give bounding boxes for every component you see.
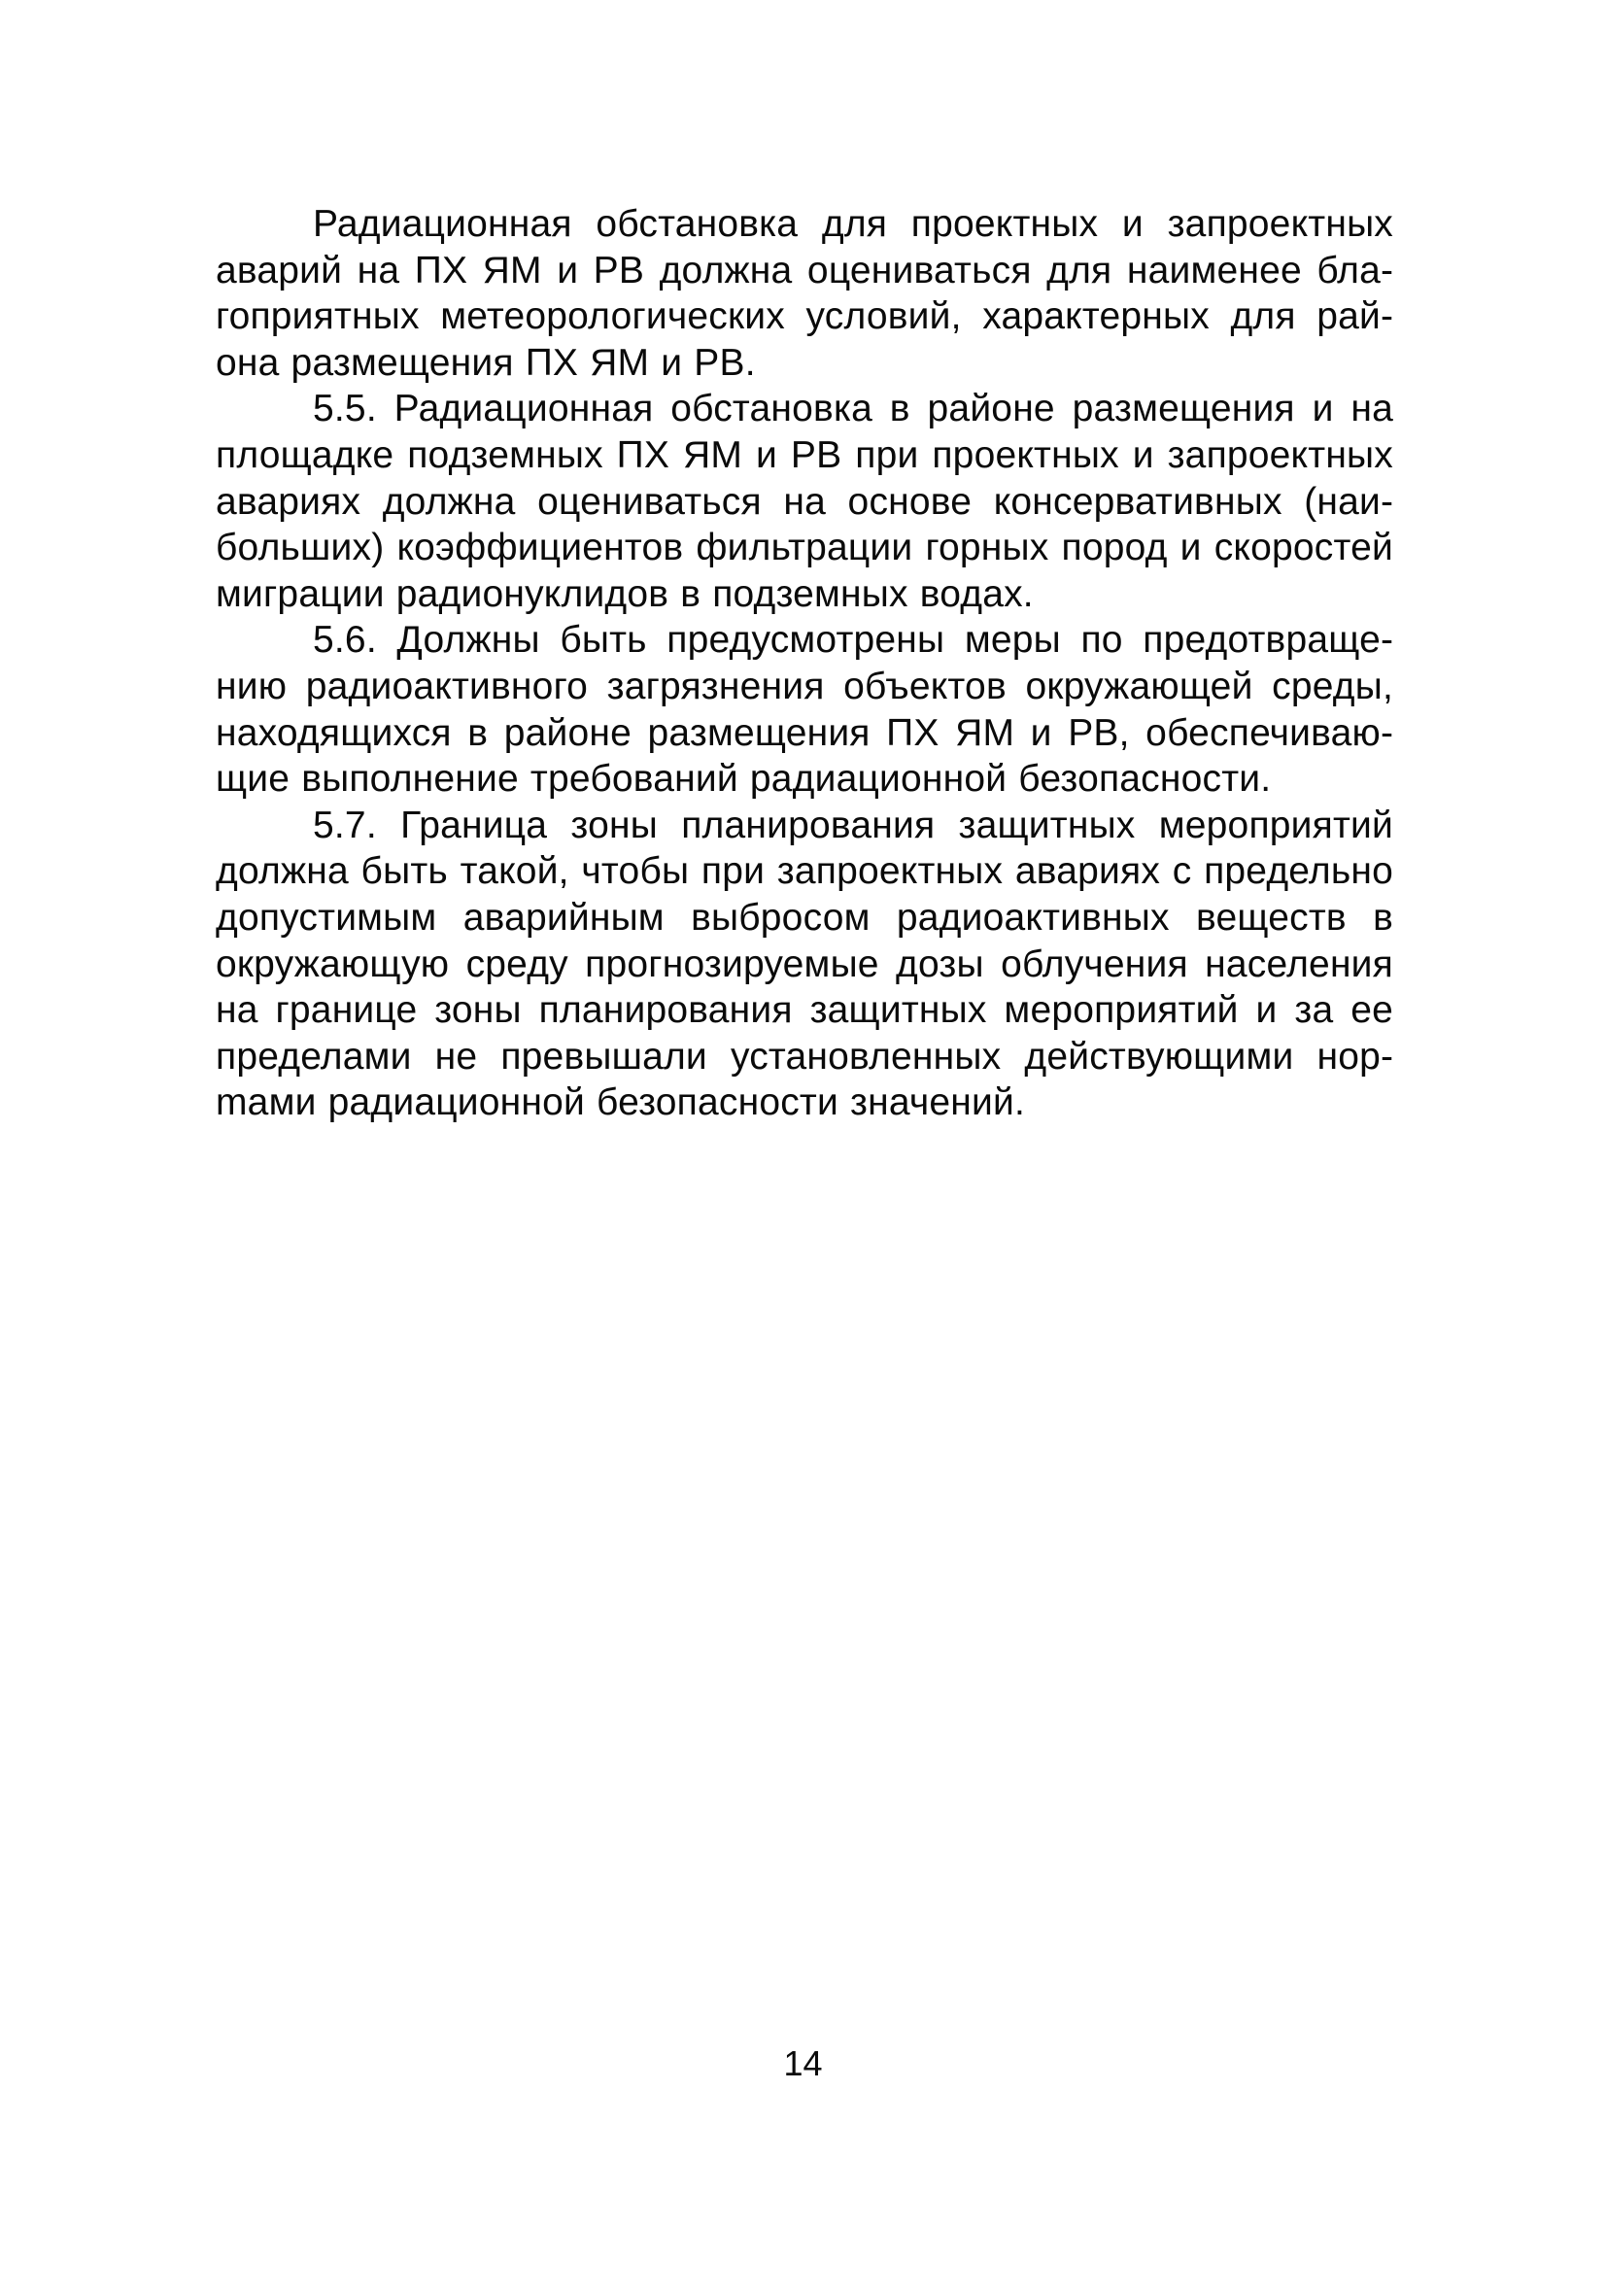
paragraph-intro: Радиационная обстановка для проектных и запроектных аварий на ПХ ЯМ и РВ должна оцениваться для наименее благоприятных метеорологических условий, характерных для района размещения ПХ ЯМ и РВ.: [216, 203, 1393, 384]
paragraph-5-7: 5.7. Граница зоны планирования защитных мероприятий должна быть такой, чтобы при запроектных авариях с предельно допустимым аварийным выбросом радиоактивных веществ в окружающую среду прогнозируемые дозы облучения населения на границе зоны планирования защитных мероприятий и за ее пределами не превышали установленных действующими норmами радиационной безопасности значений.: [216, 804, 1393, 1124]
paragraph-5-5: 5.5. Радиационная обстановка в районе размещения и на площадке подземных ПХ ЯМ и РВ при проектных и запроектных авариях должна оцениваться на основе консервативных (наибольших) коэффициентов фильтрации горных пород и скоростей миграции радионуклидов в подземных водах.: [216, 388, 1393, 615]
paragraph-5-6: 5.6. Должны быть предусмотрены меры по предотвращению радиоактивного загрязнения объектов окружающей среды, находящихся в районе размещения ПХ ЯМ и РВ, обеспечивающие выполнение требований радиационной безопасности.: [216, 619, 1393, 801]
document-body: [216, 201, 1393, 1126]
page-number: 14: [783, 2043, 823, 2083]
